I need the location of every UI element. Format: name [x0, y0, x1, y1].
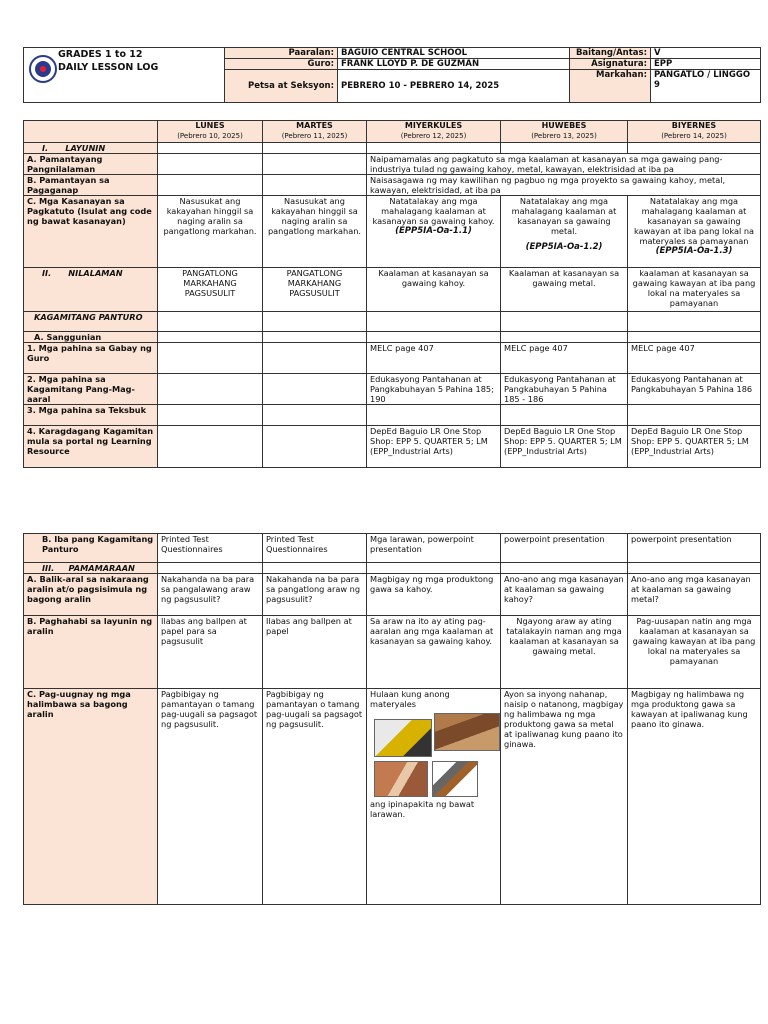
title-line-1: GRADES 1 to 12 [58, 49, 143, 60]
corner-cell [24, 121, 158, 143]
karagdagang-cell: DepEd Baguio LR One Stop Shop: EPP 5. QUARTER 5; LM (EPP_Industrial Arts) [501, 426, 628, 468]
nilalaman-cell: PANGATLONG MARKAHANG PAGSUSULIT [158, 268, 263, 312]
guro-value: FRANK LLOYD P. DE GUZMAN [338, 59, 570, 70]
kasanayan-cell: Nasusukat ang kakayahan hinggil sa naging aralin sa pangatlong markahan. [158, 196, 263, 268]
kasanayan-cell: Natatalakay ang mga mahalagang kaalaman at kasanayan sa gawaing kawayan at iba pang lokal na materyales sa pamayanan (EPP5IA-Oa-1.3) [628, 196, 761, 268]
balik-cell: Nakahanda na ba para sa pangatlong araw ng pagsusulit? [263, 574, 367, 616]
markahan-value: PANGATLO / LINGGO 9 [651, 70, 761, 103]
gabay-cell: MELC page 407 [501, 343, 628, 374]
petsa-label: Petsa at Seksyon: [225, 70, 338, 103]
gabay-cell: MELC page 407 [628, 343, 761, 374]
pamamaraan-heading: III. PAMAMARAAN [24, 563, 158, 574]
header-table [23, 47, 761, 103]
title-line-2: DAILY LESSON LOG [58, 62, 159, 73]
day-header: LUNES (Pebrero 10, 2025) [158, 121, 263, 143]
gabay-cell: MELC page 407 [367, 343, 501, 374]
nilalaman-cell: Kaalaman at kasanayan sa gawaing metal. [501, 268, 628, 312]
lesson-table-part-1 [23, 120, 761, 468]
kagamitang-pupil-label: 2. Mga pahina sa Kagamitang Pang-Mag-aaral [24, 374, 158, 405]
pamantayang-value: Naipamamalas ang pagkatuto sa mga kaalaman at kasanayan sa mga gawaing pang-industriya tulad ng gawaing kahoy, metal, kawayan, elektrisidad at iba pa [367, 154, 761, 175]
iba-cell: Printed Test Questionnaires [263, 534, 367, 563]
nilalaman-cell: kaalaman at kasanayan sa gawaing kawayan at iba pang lokal na materyales sa pamayanan [628, 268, 761, 312]
hammer-image [432, 761, 478, 797]
pag-uugnay-caption: ang ipinapakita ng bawat larawan. [370, 799, 475, 819]
pag-uugnay-prompt: Hulaan kung anong materyales [370, 689, 450, 709]
kagamitang-pupil-cell: Edukasyong Pantahanan at Pangkabuhayan 5 Pahina 186 [628, 374, 761, 405]
material-images [370, 709, 497, 799]
baitang-label: Baitang/Antas: [570, 48, 651, 59]
paaralan-value: BAGUIO CENTRAL SCHOOL [338, 48, 570, 59]
paghahabi-label: B. Paghahabi sa layunin ng aralin [24, 616, 158, 689]
gabay-label: 1. Mga pahina sa Gabay ng Guro [24, 343, 158, 374]
baitang-value: V [651, 48, 761, 59]
asignatura-value: EPP [651, 59, 761, 70]
nilalaman-heading: II. NILALAMAN [24, 268, 158, 312]
pag-uugnay-cell: Pagbibigay ng pamantayan o tamang pag-uugali sa pagsagot ng pagsusulit. [263, 689, 367, 905]
gabay-cell [263, 343, 367, 374]
pagaganap-label: B. Pamantayan sa Pagaganap [24, 175, 158, 196]
sanggunian-label: A. Sanggunian [24, 332, 158, 343]
asignatura-label: Asignatura: [570, 59, 651, 70]
pag-uugnay-cell: Ayon sa inyong nahanap, naisip o natanong, magbigay ng halimbawa ng mga produktong gawa sa metal at ipaliwanag kung paano ito ginawa. [501, 689, 628, 905]
kagamitang-pupil-cell: Edukasyong Pantahanan at Pangkabuhayan 5 Pahina 185; 190 [367, 374, 501, 405]
balik-label: A. Balik-aral sa nakaraang aralin at/o pagsisimula ng bagong aralin [24, 574, 158, 616]
balik-cell: Magbigay ng mga produktong gawa sa kahoy. [367, 574, 501, 616]
balik-cell: Nakahanda na ba para sa pangalawang araw ng pagsusulit? [158, 574, 263, 616]
paghahabi-cell: Ngayong araw ay ating tatalakayin naman ang mga kaalaman at kasanayan sa gawaing metal. [501, 616, 628, 689]
paghahabi-cell: Sa araw na ito ay ating pag-aaralan ang mga kaalaman at kasanayan sa gawaing kahoy. [367, 616, 501, 689]
nilalaman-cell: Kaalaman at kasanayan sa gawaing kahoy. [367, 268, 501, 312]
kagamitang-pupil-cell [263, 374, 367, 405]
balik-cell: Ano-ano ang mga kasanayan at kaalaman sa gawaing metal? [628, 574, 761, 616]
kagamitang-pupil-cell: Edukasyong Pantahanan at Pangkabuhayan 5 Pahina 185 - 186 [501, 374, 628, 405]
pag-uugnay-cell: Magbigay ng halimbawa ng mga produktong gawa sa kawayan at ipaliwanag kung paano ito ginawa. [628, 689, 761, 905]
karagdagang-label: 4. Karagdagang Kagamitan mula sa portal ng Learning Resource [24, 426, 158, 468]
markahan-label: Markahan: [570, 70, 651, 103]
pamantayang-label: A. Pamantayang Pangnilalaman [24, 154, 158, 175]
petsa-value: PEBRERO 10 - PEBRERO 14, 2025 [338, 70, 570, 103]
day-header: BIYERNES (Pebrero 14, 2025) [628, 121, 761, 143]
paghahabi-cell: Ilabas ang ballpen at papel para sa pagsusulit [158, 616, 263, 689]
paghahabi-cell: Pag-uusapan natin ang mga kaalaman at kasanayan sa gawaing kawayan at iba pang lokal na materyales sa pamayanan [628, 616, 761, 689]
wood-planks-image [434, 713, 500, 751]
layunin-heading: I. LAYUNIN [24, 143, 158, 154]
lesson-table-part-2 [23, 533, 761, 905]
pag-uugnay-cell: Pagbibigay ng pamantayan o tamang pag-uugali sa pagsagot ng pagsusulit. [158, 689, 263, 905]
kagamitang-pupil-cell [158, 374, 263, 405]
balik-cell: Ano-ano ang mga kasanayan at kaalaman sa gawaing kahoy? [501, 574, 628, 616]
paaralan-label: Paaralan: [225, 48, 338, 59]
gabay-cell [158, 343, 263, 374]
karagdagang-cell [158, 426, 263, 468]
iba-cell: Mga larawan, powerpoint presentation [367, 534, 501, 563]
deped-seal-logo [29, 55, 57, 83]
karagdagang-cell: DepEd Baguio LR One Stop Shop: EPP 5. QUARTER 5; LM (EPP_Industrial Arts) [628, 426, 761, 468]
karagdagang-cell: DepEd Baguio LR One Stop Shop: EPP 5. QUARTER 5; LM (EPP_Industrial Arts) [367, 426, 501, 468]
woodworking-image [374, 761, 428, 797]
iba-cell: powerpoint presentation [628, 534, 761, 563]
paghahabi-cell: Ilabas ang ballpen at papel [263, 616, 367, 689]
day-header: HUWEBES (Pebrero 13, 2025) [501, 121, 628, 143]
kasanayan-cell: Natatalakay ang mga mahalagang kaalaman at kasanayan sa gawaing kahoy. (EPP5IA-Oa-1.1) [367, 196, 501, 268]
pagaganap-value: Naisasagawa ng may kawilihan ng pagbuo ng mga proyekto sa gawaing kahoy, metal, kawayan, elektrisidad, at iba pa [367, 175, 761, 196]
kasanayan-cell: Natatalakay ang mga mahalagang kaalaman at kasanayan sa gawaing metal. (EPP5IA-Oa-1.2) [501, 196, 628, 268]
day-header: MARTES (Pebrero 11, 2025) [263, 121, 367, 143]
karagdagang-cell [263, 426, 367, 468]
day-header: MIYERKULES (Pebrero 12, 2025) [367, 121, 501, 143]
kasanayan-label: C. Mga Kasanayan sa Pagkatuto (Isulat ang code ng bawat kasanayan) [24, 196, 158, 268]
iba-cell: Printed Test Questionnaires [158, 534, 263, 563]
pag-uugnay-cell [367, 689, 501, 905]
kasanayan-cell: Nasusukat ang kakayahan hinggil sa naging aralin sa pangatlong markahan. [263, 196, 367, 268]
iba-label: B. Iba pang Kagamitang Panturo [24, 534, 158, 563]
guro-label: Guro: [225, 59, 338, 70]
kagamitang-heading: KAGAMITANG PANTURO [24, 312, 158, 332]
form-title [24, 48, 225, 103]
pag-uugnay-label: C. Pag-uugnay ng mga halimbawa sa bagong aralin [24, 689, 158, 905]
teksbuk-label: 3. Mga pahina sa Teksbuk [24, 405, 158, 426]
measuring-tape-image [374, 719, 432, 757]
nilalaman-cell: PANGATLONG MARKAHANG PAGSUSULIT [263, 268, 367, 312]
iba-cell: powerpoint presentation [501, 534, 628, 563]
